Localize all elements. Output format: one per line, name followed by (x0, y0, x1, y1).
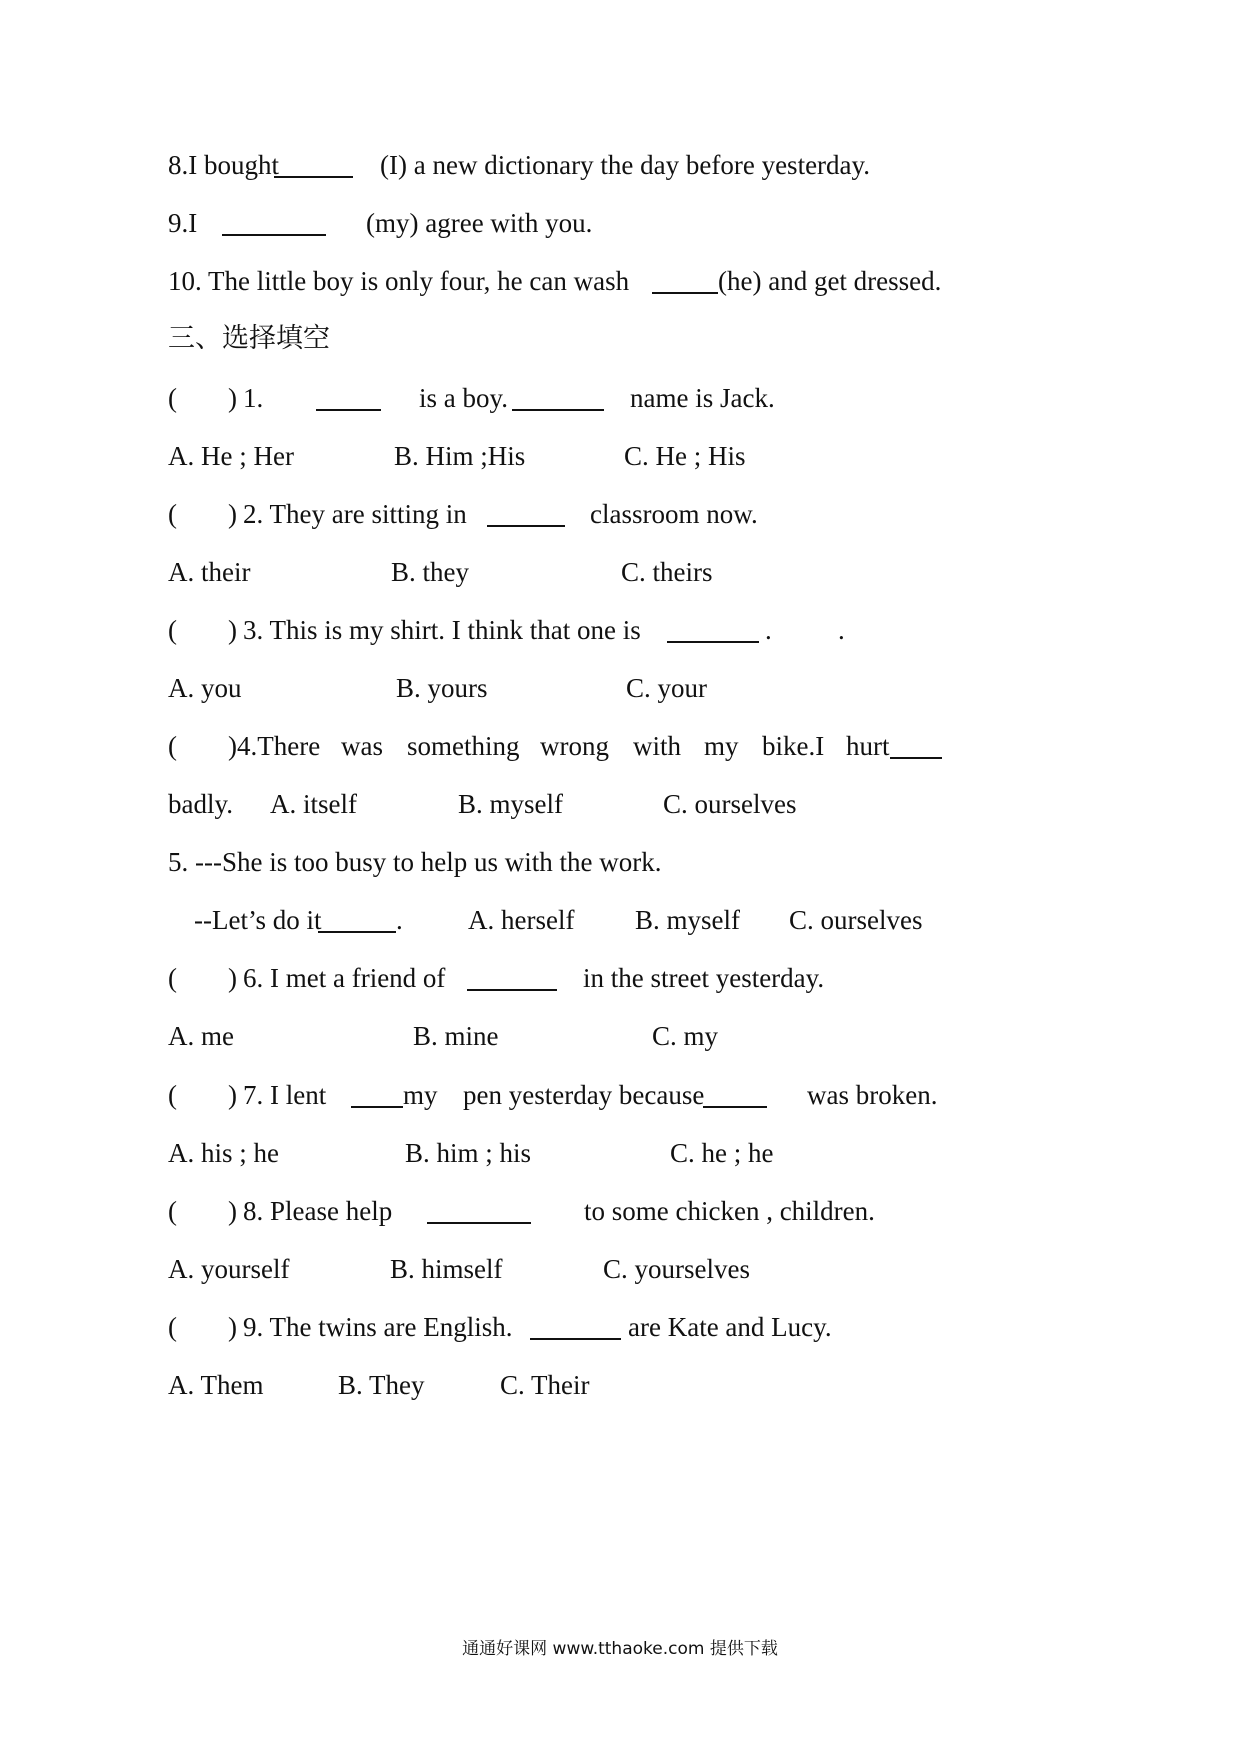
question-text: 8. Please help (243, 1196, 393, 1226)
option-a[interactable]: A. me (168, 1021, 234, 1051)
answer-blank[interactable] (652, 292, 718, 294)
option-c[interactable]: C. yourselves (603, 1254, 750, 1284)
answer-paren-close: ) (228, 1312, 237, 1342)
answer-blank[interactable] (222, 234, 326, 236)
question-text: 8.I bought (168, 150, 279, 180)
question-text: 6. I met a friend of (243, 963, 446, 993)
answer-blank (427, 1222, 531, 1224)
question-word: wrong (540, 731, 609, 761)
question-number: 1. (243, 383, 264, 413)
answer-blank (530, 1338, 621, 1340)
punctuation: . (765, 615, 772, 645)
answer-blank (512, 409, 604, 411)
answer-blank (487, 525, 565, 527)
question-text: was broken. (807, 1080, 938, 1110)
question-text: 3. This is my shirt. I think that one is (243, 615, 641, 645)
question-text: 2. They are sitting in (243, 499, 467, 529)
option-c[interactable]: C. theirs (621, 557, 713, 587)
question-text: to some chicken , children. (584, 1196, 875, 1226)
option-a[interactable]: A. his ; he (168, 1138, 279, 1168)
question-word: )4.There (228, 731, 321, 761)
section-title: 三、选择填空 (168, 323, 330, 354)
option-b[interactable]: B. myself (635, 905, 740, 935)
answer-paren-open[interactable]: ( (168, 499, 177, 529)
question-text: 5. ---She is too busy to help us with the work. (168, 847, 662, 877)
answer-paren-open[interactable]: ( (168, 1196, 177, 1226)
answer-paren-open[interactable]: ( (168, 1080, 177, 1110)
question-text: (I) a new dictionary the day before yesterday. (380, 150, 871, 180)
answer-blank (316, 409, 381, 411)
option-c[interactable]: C. ourselves (663, 789, 797, 819)
option-c[interactable]: C. your (626, 673, 707, 703)
punctuation: . (838, 615, 845, 645)
option-b[interactable]: B. himself (390, 1254, 503, 1284)
question-word: was (341, 731, 383, 761)
question-text: 9.I (168, 208, 198, 238)
question-word: my (704, 731, 739, 761)
question-text: 7. I lent (243, 1080, 327, 1110)
answer-paren-close: ) (228, 499, 237, 529)
answer-paren-close: ) (228, 963, 237, 993)
question-word: with (633, 731, 682, 761)
option-a[interactable]: A. He ; Her (168, 441, 294, 471)
option-b[interactable]: B. They (338, 1370, 425, 1400)
question-text: pen yesterday because (463, 1080, 705, 1110)
option-a[interactable]: A. you (168, 673, 242, 703)
option-b[interactable]: B. Him ;His (394, 441, 526, 471)
option-b[interactable]: B. yours (396, 673, 488, 703)
option-a[interactable]: A. Them (168, 1370, 264, 1400)
answer-blank[interactable] (274, 176, 353, 178)
question-text: 9. The twins are English. (243, 1312, 513, 1342)
answer-paren-open[interactable]: ( (168, 383, 177, 413)
answer-blank (351, 1106, 403, 1108)
answer-paren-open[interactable]: ( (168, 1312, 177, 1342)
answer-paren-open[interactable]: ( (168, 731, 177, 761)
answer-paren-open[interactable]: ( (168, 963, 177, 993)
option-a[interactable]: A. their (168, 557, 251, 587)
option-a[interactable]: A. itself (270, 789, 357, 819)
option-a[interactable]: A. herself (468, 905, 575, 935)
question-text: 10. The little boy is only four, he can wash (168, 266, 630, 296)
question-text: my (403, 1080, 438, 1110)
mc-options-9 (0, 1368, 590, 1504)
option-c[interactable]: C. ourselves (789, 905, 923, 935)
question-text: in the street yesterday. (583, 963, 825, 993)
answer-blank (667, 641, 759, 643)
answer-blank (467, 989, 557, 991)
question-text: (my) agree with you. (366, 208, 593, 238)
option-a[interactable]: A. yourself (168, 1254, 290, 1284)
answer-blank (890, 757, 942, 759)
section-heading (0, 322, 330, 390)
question-word: something (407, 731, 520, 761)
option-c[interactable]: C. my (652, 1021, 719, 1051)
question-word: hurt (846, 731, 890, 761)
option-c[interactable]: C. he ; he (670, 1138, 774, 1168)
answer-blank (703, 1106, 767, 1108)
answer-paren-close: ) (228, 615, 237, 645)
answer-paren-close: ) (228, 1196, 237, 1226)
punctuation: . (396, 905, 403, 935)
option-c[interactable]: C. Their (500, 1370, 590, 1400)
question-text: classroom now. (590, 499, 758, 529)
answer-paren-open[interactable]: ( (168, 615, 177, 645)
question-text: badly. (168, 789, 233, 819)
question-text: are Kate and Lucy. (628, 1312, 832, 1342)
option-b[interactable]: B. him ; his (405, 1138, 532, 1168)
answer-paren-close: ) (228, 383, 237, 413)
option-b[interactable]: B. they (391, 557, 469, 587)
question-text: (he) and get dressed. (718, 266, 942, 296)
question-text: name is Jack. (630, 383, 775, 413)
option-b[interactable]: B. mine (413, 1021, 499, 1051)
answer-blank (318, 931, 396, 933)
question-word: bike.I (762, 731, 825, 761)
option-c[interactable]: C. He ; His (624, 441, 746, 471)
footer-credit: 通通好课网 www.tthaoke.com 提供下载 (462, 1639, 778, 1659)
question-text: is a boy. (419, 383, 508, 413)
question-text: --Let’s do it (194, 905, 322, 935)
answer-paren-close: ) (228, 1080, 237, 1110)
option-b[interactable]: B. myself (458, 789, 563, 819)
